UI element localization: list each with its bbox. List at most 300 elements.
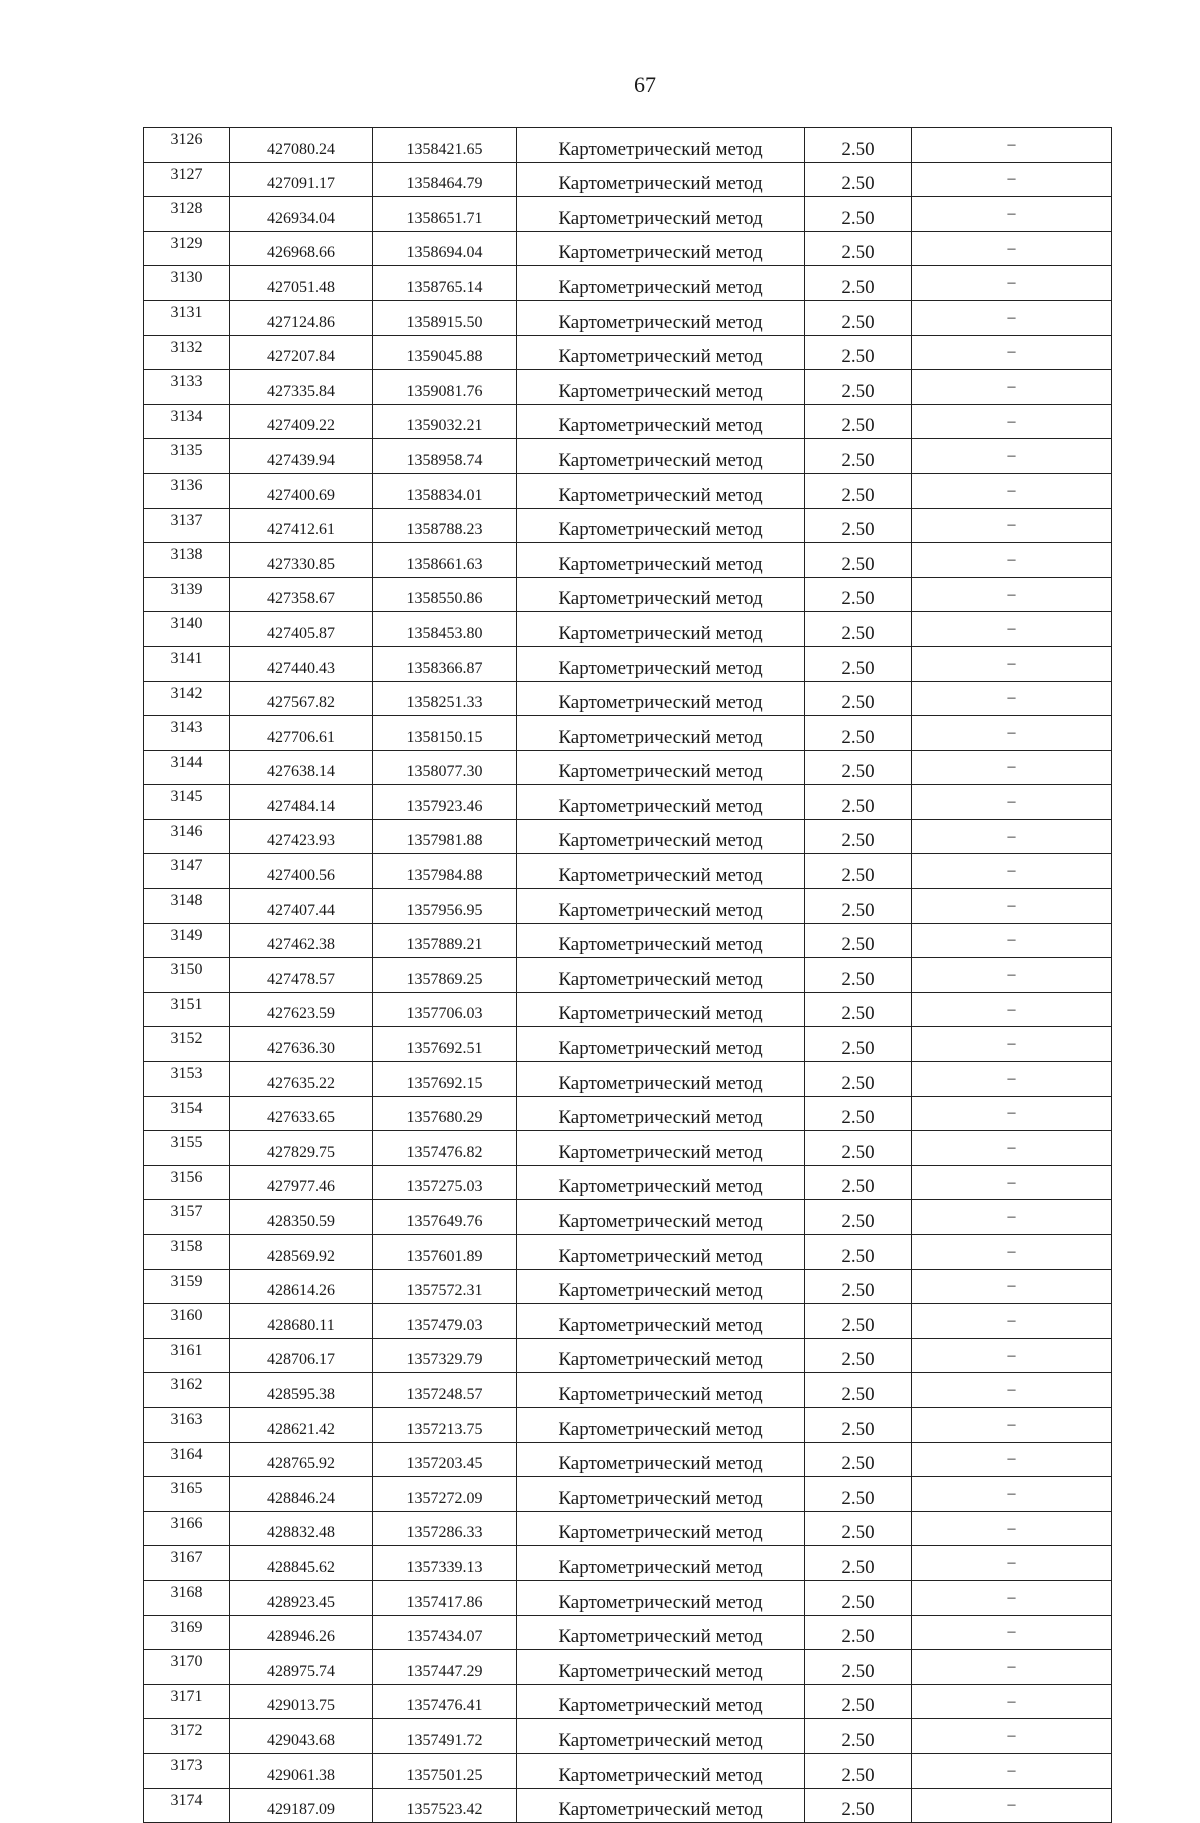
- y-coordinate-cell: 1357869.25: [373, 958, 517, 993]
- x-coordinate-cell: 427358.67: [230, 577, 373, 612]
- table-row: [144, 681, 1112, 716]
- accuracy-cell: 2.50: [805, 1269, 912, 1304]
- table-row: [144, 508, 1112, 543]
- point-number-cell: 3150: [144, 958, 230, 993]
- point-number-cell: 3143: [144, 716, 230, 751]
- accuracy-cell: 2.50: [805, 1027, 912, 1062]
- x-coordinate-cell: 427484.14: [230, 785, 373, 820]
- point-number-cell: 3126: [144, 128, 230, 163]
- description-cell: –: [912, 923, 1112, 958]
- method-cell: Картометрический метод: [517, 1235, 805, 1270]
- y-coordinate-cell: 1359081.76: [373, 370, 517, 405]
- description-cell: –: [912, 1753, 1112, 1788]
- accuracy-cell: 2.50: [805, 1788, 912, 1823]
- table-row: [144, 1580, 1112, 1615]
- x-coordinate-cell: 429187.09: [230, 1788, 373, 1823]
- description-cell: –: [912, 197, 1112, 232]
- x-coordinate-cell: 427423.93: [230, 819, 373, 854]
- description-cell: –: [912, 681, 1112, 716]
- table-row: [144, 162, 1112, 197]
- point-number-cell: 3172: [144, 1719, 230, 1754]
- point-number-cell: 3127: [144, 162, 230, 197]
- x-coordinate-cell: 427706.61: [230, 716, 373, 751]
- table-row: [144, 1719, 1112, 1754]
- point-number-cell: 3132: [144, 335, 230, 370]
- description-cell: –: [912, 889, 1112, 924]
- method-cell: Картометрический метод: [517, 1442, 805, 1477]
- description-cell: –: [912, 266, 1112, 301]
- x-coordinate-cell: 427335.84: [230, 370, 373, 405]
- description-cell: –: [912, 716, 1112, 751]
- accuracy-cell: 2.50: [805, 335, 912, 370]
- method-cell: Картометрический метод: [517, 646, 805, 681]
- point-number-cell: 3155: [144, 1131, 230, 1166]
- x-coordinate-cell: 428569.92: [230, 1235, 373, 1270]
- method-cell: Картометрический метод: [517, 716, 805, 751]
- y-coordinate-cell: 1358694.04: [373, 231, 517, 266]
- table-row: [144, 1788, 1112, 1823]
- coordinates-table-body: [144, 128, 1112, 1823]
- description-cell: –: [912, 958, 1112, 993]
- table-row: [144, 543, 1112, 578]
- x-coordinate-cell: 429061.38: [230, 1753, 373, 1788]
- point-number-cell: 3173: [144, 1753, 230, 1788]
- accuracy-cell: 2.50: [805, 508, 912, 543]
- y-coordinate-cell: 1357923.46: [373, 785, 517, 820]
- table-row: [144, 646, 1112, 681]
- method-cell: Картометрический метод: [517, 1165, 805, 1200]
- accuracy-cell: 2.50: [805, 266, 912, 301]
- table-row: [144, 439, 1112, 474]
- accuracy-cell: 2.50: [805, 1062, 912, 1097]
- accuracy-cell: 2.50: [805, 716, 912, 751]
- accuracy-cell: 2.50: [805, 1719, 912, 1754]
- accuracy-cell: 2.50: [805, 1684, 912, 1719]
- y-coordinate-cell: 1357692.15: [373, 1062, 517, 1097]
- method-cell: Картометрический метод: [517, 543, 805, 578]
- y-coordinate-cell: 1357984.88: [373, 854, 517, 889]
- description-cell: –: [912, 1407, 1112, 1442]
- point-number-cell: 3174: [144, 1788, 230, 1823]
- y-coordinate-cell: 1357203.45: [373, 1442, 517, 1477]
- accuracy-cell: 2.50: [805, 1131, 912, 1166]
- point-number-cell: 3156: [144, 1165, 230, 1200]
- point-number-cell: 3131: [144, 300, 230, 335]
- x-coordinate-cell: 427080.24: [230, 128, 373, 163]
- point-number-cell: 3169: [144, 1615, 230, 1650]
- point-number-cell: 3151: [144, 992, 230, 1027]
- accuracy-cell: 2.50: [805, 612, 912, 647]
- method-cell: Картометрический метод: [517, 404, 805, 439]
- point-number-cell: 3157: [144, 1200, 230, 1235]
- table-row: [144, 1650, 1112, 1685]
- point-number-cell: 3171: [144, 1684, 230, 1719]
- description-cell: –: [912, 1338, 1112, 1373]
- y-coordinate-cell: 1357491.72: [373, 1719, 517, 1754]
- point-number-cell: 3161: [144, 1338, 230, 1373]
- x-coordinate-cell: 427439.94: [230, 439, 373, 474]
- x-coordinate-cell: 428832.48: [230, 1511, 373, 1546]
- description-cell: –: [912, 785, 1112, 820]
- description-cell: –: [912, 1269, 1112, 1304]
- y-coordinate-cell: 1357329.79: [373, 1338, 517, 1373]
- accuracy-cell: 2.50: [805, 1511, 912, 1546]
- description-cell: –: [912, 231, 1112, 266]
- y-coordinate-cell: 1358765.14: [373, 266, 517, 301]
- method-cell: Картометрический метод: [517, 1338, 805, 1373]
- description-cell: –: [912, 1719, 1112, 1754]
- accuracy-cell: 2.50: [805, 923, 912, 958]
- table-row: [144, 197, 1112, 232]
- x-coordinate-cell: 427977.46: [230, 1165, 373, 1200]
- point-number-cell: 3164: [144, 1442, 230, 1477]
- y-coordinate-cell: 1359045.88: [373, 335, 517, 370]
- y-coordinate-cell: 1357417.86: [373, 1580, 517, 1615]
- x-coordinate-cell: 427407.44: [230, 889, 373, 924]
- accuracy-cell: 2.50: [805, 1338, 912, 1373]
- accuracy-cell: 2.50: [805, 404, 912, 439]
- y-coordinate-cell: 1357272.09: [373, 1477, 517, 1512]
- x-coordinate-cell: 427400.69: [230, 473, 373, 508]
- x-coordinate-cell: 427124.86: [230, 300, 373, 335]
- x-coordinate-cell: 428595.38: [230, 1373, 373, 1408]
- point-number-cell: 3146: [144, 819, 230, 854]
- table-row: [144, 128, 1112, 163]
- accuracy-cell: 2.50: [805, 1580, 912, 1615]
- method-cell: Картометрический метод: [517, 128, 805, 163]
- y-coordinate-cell: 1357706.03: [373, 992, 517, 1027]
- accuracy-cell: 2.50: [805, 1477, 912, 1512]
- table-row: [144, 1407, 1112, 1442]
- table-row: [144, 854, 1112, 889]
- y-coordinate-cell: 1357956.95: [373, 889, 517, 924]
- point-number-cell: 3139: [144, 577, 230, 612]
- point-number-cell: 3149: [144, 923, 230, 958]
- table-row: [144, 1684, 1112, 1719]
- description-cell: –: [912, 1580, 1112, 1615]
- y-coordinate-cell: 1357275.03: [373, 1165, 517, 1200]
- x-coordinate-cell: 428923.45: [230, 1580, 373, 1615]
- x-coordinate-cell: 427829.75: [230, 1131, 373, 1166]
- accuracy-cell: 2.50: [805, 1235, 912, 1270]
- description-cell: –: [912, 1062, 1112, 1097]
- point-number-cell: 3134: [144, 404, 230, 439]
- accuracy-cell: 2.50: [805, 819, 912, 854]
- method-cell: Картометрический метод: [517, 750, 805, 785]
- y-coordinate-cell: 1357476.41: [373, 1684, 517, 1719]
- x-coordinate-cell: 427462.38: [230, 923, 373, 958]
- description-cell: –: [912, 612, 1112, 647]
- table-row: [144, 231, 1112, 266]
- table-row: [144, 992, 1112, 1027]
- y-coordinate-cell: 1357889.21: [373, 923, 517, 958]
- point-number-cell: 3154: [144, 1096, 230, 1131]
- y-coordinate-cell: 1359032.21: [373, 404, 517, 439]
- x-coordinate-cell: 429043.68: [230, 1719, 373, 1754]
- accuracy-cell: 2.50: [805, 1442, 912, 1477]
- description-cell: –: [912, 300, 1112, 335]
- method-cell: Картометрический метод: [517, 889, 805, 924]
- table-row: [144, 1373, 1112, 1408]
- x-coordinate-cell: 428845.62: [230, 1546, 373, 1581]
- table-row: [144, 1200, 1112, 1235]
- accuracy-cell: 2.50: [805, 1407, 912, 1442]
- x-coordinate-cell: 428975.74: [230, 1650, 373, 1685]
- y-coordinate-cell: 1358788.23: [373, 508, 517, 543]
- method-cell: Картометрический метод: [517, 1477, 805, 1512]
- method-cell: Картометрический метод: [517, 1062, 805, 1097]
- table-row: [144, 404, 1112, 439]
- accuracy-cell: 2.50: [805, 370, 912, 405]
- accuracy-cell: 2.50: [805, 1304, 912, 1339]
- description-cell: –: [912, 577, 1112, 612]
- coordinates-table: [143, 127, 1112, 1823]
- x-coordinate-cell: 429013.75: [230, 1684, 373, 1719]
- y-coordinate-cell: 1358421.65: [373, 128, 517, 163]
- table-row: [144, 1165, 1112, 1200]
- table-row: [144, 716, 1112, 751]
- description-cell: –: [912, 1200, 1112, 1235]
- x-coordinate-cell: 427638.14: [230, 750, 373, 785]
- y-coordinate-cell: 1357680.29: [373, 1096, 517, 1131]
- accuracy-cell: 2.50: [805, 992, 912, 1027]
- y-coordinate-cell: 1357501.25: [373, 1753, 517, 1788]
- table-row: [144, 1511, 1112, 1546]
- table-row: [144, 1304, 1112, 1339]
- method-cell: Картометрический метод: [517, 1407, 805, 1442]
- description-cell: –: [912, 750, 1112, 785]
- page-number: 67: [634, 72, 656, 97]
- point-number-cell: 3158: [144, 1235, 230, 1270]
- y-coordinate-cell: 1357447.29: [373, 1650, 517, 1685]
- table-row: [144, 889, 1112, 924]
- description-cell: –: [912, 439, 1112, 474]
- description-cell: –: [912, 1373, 1112, 1408]
- table-row: [144, 473, 1112, 508]
- accuracy-cell: 2.50: [805, 1165, 912, 1200]
- method-cell: Картометрический метод: [517, 1788, 805, 1823]
- accuracy-cell: 2.50: [805, 543, 912, 578]
- y-coordinate-cell: 1358251.33: [373, 681, 517, 716]
- x-coordinate-cell: 426934.04: [230, 197, 373, 232]
- method-cell: Картометрический метод: [517, 612, 805, 647]
- x-coordinate-cell: 428680.11: [230, 1304, 373, 1339]
- x-coordinate-cell: 428946.26: [230, 1615, 373, 1650]
- description-cell: –: [912, 1096, 1112, 1131]
- table-row: [144, 1131, 1112, 1166]
- description-cell: –: [912, 1511, 1112, 1546]
- table-row: [144, 1269, 1112, 1304]
- description-cell: –: [912, 473, 1112, 508]
- x-coordinate-cell: 427400.56: [230, 854, 373, 889]
- x-coordinate-cell: 427440.43: [230, 646, 373, 681]
- point-number-cell: 3136: [144, 473, 230, 508]
- y-coordinate-cell: 1357981.88: [373, 819, 517, 854]
- method-cell: Картометрический метод: [517, 1027, 805, 1062]
- y-coordinate-cell: 1358077.30: [373, 750, 517, 785]
- description-cell: –: [912, 335, 1112, 370]
- x-coordinate-cell: 427091.17: [230, 162, 373, 197]
- method-cell: Картометрический метод: [517, 992, 805, 1027]
- method-cell: Картометрический метод: [517, 1200, 805, 1235]
- table-row: [144, 785, 1112, 820]
- description-cell: –: [912, 1650, 1112, 1685]
- y-coordinate-cell: 1357479.03: [373, 1304, 517, 1339]
- point-number-cell: 3163: [144, 1407, 230, 1442]
- point-number-cell: 3148: [144, 889, 230, 924]
- method-cell: Картометрический метод: [517, 439, 805, 474]
- point-number-cell: 3144: [144, 750, 230, 785]
- method-cell: Картометрический метод: [517, 508, 805, 543]
- method-cell: Картометрический метод: [517, 681, 805, 716]
- accuracy-cell: 2.50: [805, 439, 912, 474]
- point-number-cell: 3153: [144, 1062, 230, 1097]
- accuracy-cell: 2.50: [805, 162, 912, 197]
- y-coordinate-cell: 1357601.89: [373, 1235, 517, 1270]
- accuracy-cell: 2.50: [805, 750, 912, 785]
- table-row: [144, 750, 1112, 785]
- y-coordinate-cell: 1358366.87: [373, 646, 517, 681]
- y-coordinate-cell: 1357434.07: [373, 1615, 517, 1650]
- method-cell: Картометрический метод: [517, 1580, 805, 1615]
- table-row: [144, 612, 1112, 647]
- y-coordinate-cell: 1358464.79: [373, 162, 517, 197]
- y-coordinate-cell: 1357248.57: [373, 1373, 517, 1408]
- y-coordinate-cell: 1357476.82: [373, 1131, 517, 1166]
- method-cell: Картометрический метод: [517, 1684, 805, 1719]
- method-cell: Картометрический метод: [517, 1096, 805, 1131]
- y-coordinate-cell: 1358915.50: [373, 300, 517, 335]
- point-number-cell: 3138: [144, 543, 230, 578]
- table-row: [144, 1546, 1112, 1581]
- y-coordinate-cell: 1358661.63: [373, 543, 517, 578]
- method-cell: Картометрический метод: [517, 370, 805, 405]
- description-cell: –: [912, 1546, 1112, 1581]
- point-number-cell: 3152: [144, 1027, 230, 1062]
- x-coordinate-cell: 428765.92: [230, 1442, 373, 1477]
- accuracy-cell: 2.50: [805, 646, 912, 681]
- y-coordinate-cell: 1357286.33: [373, 1511, 517, 1546]
- table-row: [144, 1753, 1112, 1788]
- accuracy-cell: 2.50: [805, 1753, 912, 1788]
- point-number-cell: 3140: [144, 612, 230, 647]
- accuracy-cell: 2.50: [805, 1615, 912, 1650]
- point-number-cell: 3128: [144, 197, 230, 232]
- accuracy-cell: 2.50: [805, 300, 912, 335]
- point-number-cell: 3141: [144, 646, 230, 681]
- table-row: [144, 1442, 1112, 1477]
- accuracy-cell: 2.50: [805, 1650, 912, 1685]
- method-cell: Картометрический метод: [517, 958, 805, 993]
- table-row: [144, 1096, 1112, 1131]
- point-number-cell: 3145: [144, 785, 230, 820]
- description-cell: –: [912, 1477, 1112, 1512]
- y-coordinate-cell: 1357649.76: [373, 1200, 517, 1235]
- x-coordinate-cell: 427623.59: [230, 992, 373, 1027]
- y-coordinate-cell: 1357572.31: [373, 1269, 517, 1304]
- table-row: [144, 1477, 1112, 1512]
- x-coordinate-cell: 427478.57: [230, 958, 373, 993]
- y-coordinate-cell: 1358958.74: [373, 439, 517, 474]
- table-row: [144, 577, 1112, 612]
- y-coordinate-cell: 1357523.42: [373, 1788, 517, 1823]
- method-cell: Картометрический метод: [517, 1304, 805, 1339]
- method-cell: Картометрический метод: [517, 197, 805, 232]
- x-coordinate-cell: 427207.84: [230, 335, 373, 370]
- method-cell: Картометрический метод: [517, 1719, 805, 1754]
- x-coordinate-cell: 428614.26: [230, 1269, 373, 1304]
- method-cell: Картометрический метод: [517, 854, 805, 889]
- table-row: [144, 1062, 1112, 1097]
- accuracy-cell: 2.50: [805, 231, 912, 266]
- accuracy-cell: 2.50: [805, 1200, 912, 1235]
- description-cell: –: [912, 1442, 1112, 1477]
- table-row: [144, 1338, 1112, 1373]
- description-cell: –: [912, 1615, 1112, 1650]
- accuracy-cell: 2.50: [805, 128, 912, 163]
- y-coordinate-cell: 1357339.13: [373, 1546, 517, 1581]
- y-coordinate-cell: 1358834.01: [373, 473, 517, 508]
- x-coordinate-cell: 427051.48: [230, 266, 373, 301]
- y-coordinate-cell: 1358651.71: [373, 197, 517, 232]
- accuracy-cell: 2.50: [805, 577, 912, 612]
- description-cell: –: [912, 1304, 1112, 1339]
- y-coordinate-cell: 1357213.75: [373, 1407, 517, 1442]
- method-cell: Картометрический метод: [517, 1373, 805, 1408]
- method-cell: Картометрический метод: [517, 1269, 805, 1304]
- x-coordinate-cell: 427635.22: [230, 1062, 373, 1097]
- description-cell: –: [912, 370, 1112, 405]
- x-coordinate-cell: 427405.87: [230, 612, 373, 647]
- method-cell: Картометрический метод: [517, 266, 805, 301]
- method-cell: Картометрический метод: [517, 1753, 805, 1788]
- point-number-cell: 3170: [144, 1650, 230, 1685]
- method-cell: Картометрический метод: [517, 577, 805, 612]
- point-number-cell: 3142: [144, 681, 230, 716]
- method-cell: Картометрический метод: [517, 819, 805, 854]
- point-number-cell: 3165: [144, 1477, 230, 1512]
- description-cell: –: [912, 508, 1112, 543]
- method-cell: Картометрический метод: [517, 1131, 805, 1166]
- point-number-cell: 3166: [144, 1511, 230, 1546]
- description-cell: –: [912, 128, 1112, 163]
- point-number-cell: 3130: [144, 266, 230, 301]
- table-row: [144, 819, 1112, 854]
- point-number-cell: 3159: [144, 1269, 230, 1304]
- description-cell: –: [912, 404, 1112, 439]
- accuracy-cell: 2.50: [805, 889, 912, 924]
- table-row: [144, 335, 1112, 370]
- description-cell: –: [912, 1788, 1112, 1823]
- x-coordinate-cell: 428621.42: [230, 1407, 373, 1442]
- accuracy-cell: 2.50: [805, 854, 912, 889]
- accuracy-cell: 2.50: [805, 1546, 912, 1581]
- method-cell: Картометрический метод: [517, 300, 805, 335]
- table-row: [144, 1235, 1112, 1270]
- x-coordinate-cell: 427412.61: [230, 508, 373, 543]
- x-coordinate-cell: 427633.65: [230, 1096, 373, 1131]
- description-cell: –: [912, 854, 1112, 889]
- table-row: [144, 1615, 1112, 1650]
- accuracy-cell: 2.50: [805, 1096, 912, 1131]
- y-coordinate-cell: 1357692.51: [373, 1027, 517, 1062]
- method-cell: Картометрический метод: [517, 1511, 805, 1546]
- point-number-cell: 3147: [144, 854, 230, 889]
- point-number-cell: 3133: [144, 370, 230, 405]
- description-cell: –: [912, 1684, 1112, 1719]
- description-cell: –: [912, 819, 1112, 854]
- x-coordinate-cell: 427636.30: [230, 1027, 373, 1062]
